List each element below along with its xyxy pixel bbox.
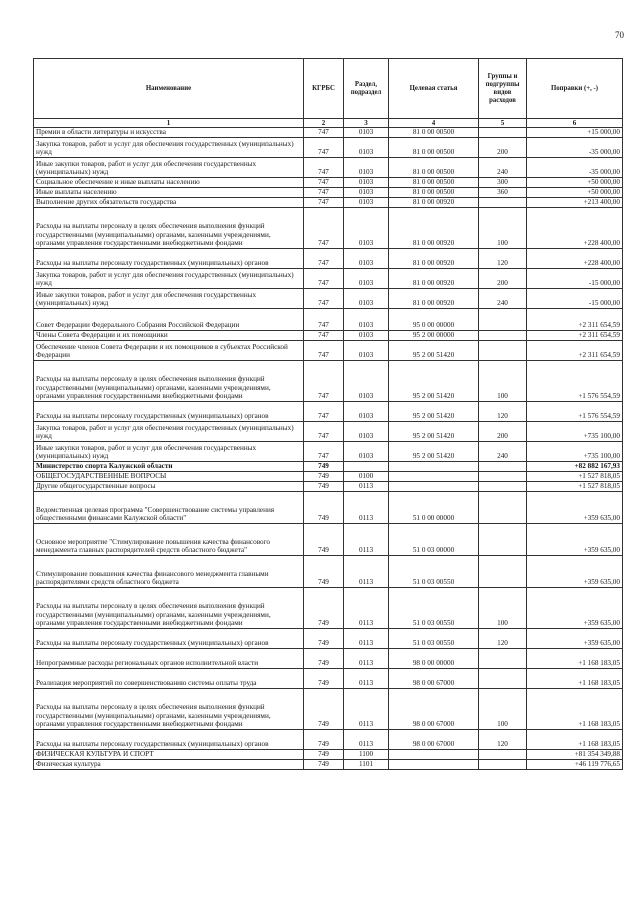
row-razdel: 0113 [344, 689, 389, 730]
row-kgrbs: 747 [304, 208, 344, 249]
row-amendment: +1 576 554,59 [527, 361, 623, 402]
table-row [34, 588, 623, 629]
header-expense-type: Группы и подгруппы видов расходов [479, 59, 527, 119]
row-razdel: 0103 [344, 198, 389, 208]
row-target-article: 95 2 00 00000 [389, 331, 479, 341]
row-kgrbs: 749 [304, 588, 344, 629]
row-razdel: 1101 [344, 760, 389, 770]
row-kgrbs: 747 [304, 361, 344, 402]
row-expense-type [479, 750, 527, 760]
row-target-article: 51 0 03 00550 [389, 588, 479, 629]
row-name: Расходы на выплаты персоналу в целях обеспечения выполнения функций государственными (муниципальными) органами, казенными учреждениями, органами управления государственными внебюджетными фондами [34, 361, 304, 402]
row-kgrbs: 747 [304, 178, 344, 188]
budget-amendments-table [33, 58, 623, 770]
row-expense-type [479, 760, 527, 770]
row-target-article: 81 0 00 00920 [389, 249, 479, 269]
row-kgrbs: 749 [304, 629, 344, 649]
row-amendment: +2 311 654,59 [527, 341, 623, 361]
row-expense-type: 100 [479, 361, 527, 402]
row-razdel: 0113 [344, 556, 389, 588]
row-name: Расходы на выплаты персоналу государственных (муниципальных) органов [34, 402, 304, 422]
table-row [34, 341, 623, 361]
row-amendment: +81 354 349,88 [527, 750, 623, 760]
row-target-article: 95 2 00 51420 [389, 442, 479, 462]
row-razdel: 0103 [344, 402, 389, 422]
row-name: Закупка товаров, работ и услуг для обеспечения государственных (муниципальных) нужд [34, 422, 304, 442]
row-expense-type [479, 128, 527, 138]
row-razdel: 0113 [344, 629, 389, 649]
row-amendment: +213 400,00 [527, 198, 623, 208]
row-expense-type [479, 556, 527, 588]
row-amendment: +82 882 167,93 [527, 462, 623, 472]
row-target-article: 81 0 00 00500 [389, 158, 479, 178]
table-body [34, 128, 623, 770]
row-target-article: 81 0 00 00500 [389, 138, 479, 158]
row-kgrbs: 749 [304, 750, 344, 760]
table-row [34, 649, 623, 669]
row-expense-type [479, 198, 527, 208]
row-target-article [389, 760, 479, 770]
row-kgrbs: 749 [304, 556, 344, 588]
row-amendment: +1 168 183,05 [527, 649, 623, 669]
table-row [34, 760, 623, 770]
row-amendment: +2 311 654,59 [527, 331, 623, 341]
row-razdel: 0103 [344, 158, 389, 178]
table-row [34, 689, 623, 730]
row-amendment: +359 635,00 [527, 492, 623, 524]
row-expense-type [479, 341, 527, 361]
row-razdel: 0113 [344, 730, 389, 750]
table-row [34, 331, 623, 341]
row-kgrbs: 747 [304, 442, 344, 462]
table-header-row [34, 59, 623, 119]
row-name: Основное мероприятие "Стимулирование повышения качества финансового менеджмента главных распорядителей средств областного бюджета" [34, 524, 304, 556]
row-razdel: 0103 [344, 422, 389, 442]
row-kgrbs: 747 [304, 289, 344, 309]
row-kgrbs: 747 [304, 128, 344, 138]
row-amendment: -15 000,00 [527, 289, 623, 309]
row-target-article: 98 0 00 67000 [389, 730, 479, 750]
table-row [34, 198, 623, 208]
row-razdel: 0103 [344, 128, 389, 138]
row-amendment: +359 635,00 [527, 629, 623, 649]
row-target-article: 81 0 00 00920 [389, 198, 479, 208]
row-kgrbs: 749 [304, 472, 344, 482]
row-razdel: 0103 [344, 361, 389, 402]
row-expense-type [479, 462, 527, 472]
row-target-article: 81 0 00 00500 [389, 188, 479, 198]
row-name: Ведомственная целевая программа "Совершенствование системы управления общественными финансами Калужской области" [34, 492, 304, 524]
row-kgrbs: 747 [304, 402, 344, 422]
row-target-article: 81 0 00 00920 [389, 289, 479, 309]
row-expense-type: 120 [479, 629, 527, 649]
row-kgrbs: 749 [304, 760, 344, 770]
row-kgrbs: 747 [304, 309, 344, 331]
row-kgrbs: 747 [304, 269, 344, 289]
row-kgrbs: 747 [304, 249, 344, 269]
col-number-3: 3 [344, 119, 389, 128]
row-amendment: +50 000,00 [527, 178, 623, 188]
table-row [34, 289, 623, 309]
table-row [34, 629, 623, 649]
row-amendment: +359 635,00 [527, 524, 623, 556]
row-name: Расходы на выплаты персоналу в целях обеспечения выполнения функций государственными (муниципальными) органами, казенными учреждениями, органами управления государственными внебюджетными фондами [34, 689, 304, 730]
row-amendment: +359 635,00 [527, 588, 623, 629]
table-row [34, 138, 623, 158]
row-kgrbs: 749 [304, 462, 344, 472]
table-row [34, 730, 623, 750]
row-target-article: 98 0 00 67000 [389, 689, 479, 730]
row-razdel: 0113 [344, 669, 389, 689]
row-razdel: 0103 [344, 341, 389, 361]
row-amendment: +15 000,00 [527, 128, 623, 138]
row-target-article [389, 750, 479, 760]
row-razdel: 0113 [344, 524, 389, 556]
header-amendments: Поправки (+, -) [527, 59, 623, 119]
row-razdel: 1100 [344, 750, 389, 760]
row-amendment: +2 311 654,59 [527, 309, 623, 331]
row-target-article: 98 0 00 00000 [389, 649, 479, 669]
row-razdel: 0103 [344, 178, 389, 188]
table-row [34, 462, 623, 472]
row-razdel: 0103 [344, 188, 389, 198]
row-kgrbs: 749 [304, 689, 344, 730]
col-number-1: 1 [34, 119, 304, 128]
row-amendment: +1 527 818,05 [527, 472, 623, 482]
row-kgrbs: 747 [304, 331, 344, 341]
row-razdel: 0103 [344, 269, 389, 289]
row-name: Социальное обеспечение и иные выплаты населению [34, 178, 304, 188]
row-expense-type: 100 [479, 689, 527, 730]
table-row [34, 402, 623, 422]
table-row [34, 178, 623, 188]
row-amendment: +1 168 183,05 [527, 669, 623, 689]
row-target-article: 81 0 00 00920 [389, 269, 479, 289]
table-row [34, 750, 623, 760]
row-target-article: 81 0 00 00500 [389, 178, 479, 188]
row-target-article [389, 482, 479, 492]
row-razdel: 0100 [344, 472, 389, 482]
row-amendment: -15 000,00 [527, 269, 623, 289]
row-expense-type [479, 492, 527, 524]
row-expense-type: 240 [479, 289, 527, 309]
col-number-5: 5 [479, 119, 527, 128]
row-name: Другие общегосударственные вопросы [34, 482, 304, 492]
row-amendment: +735 100,00 [527, 442, 623, 462]
row-amendment: +1 527 818,05 [527, 482, 623, 492]
row-name: Закупка товаров, работ и услуг для обеспечения государственных (муниципальных) нужд [34, 138, 304, 158]
row-amendment: +1 168 183,05 [527, 730, 623, 750]
row-amendment: +228 400,00 [527, 249, 623, 269]
row-target-article: 81 0 00 00500 [389, 128, 479, 138]
row-expense-type: 200 [479, 422, 527, 442]
row-expense-type: 200 [479, 269, 527, 289]
table-row [34, 309, 623, 331]
row-expense-type [479, 669, 527, 689]
page-number: 70 [615, 30, 624, 40]
row-kgrbs: 749 [304, 524, 344, 556]
table-row [34, 269, 623, 289]
row-amendment: +50 000,00 [527, 188, 623, 198]
row-expense-type [479, 309, 527, 331]
row-name: Выполнение других обязательств государства [34, 198, 304, 208]
row-name: Иные закупки товаров, работ и услуг для обеспечения государственных (муниципальных) нужд [34, 442, 304, 462]
col-number-2: 2 [304, 119, 344, 128]
row-expense-type [479, 482, 527, 492]
row-name: Расходы на выплаты персоналу в целях обеспечения выполнения функций государственными (муниципальными) органами, казенными учреждениями, органами управления государственными внебюджетными фондами [34, 208, 304, 249]
row-name: Расходы на выплаты персоналу государственных (муниципальных) органов [34, 629, 304, 649]
row-razdel: 0103 [344, 442, 389, 462]
row-name: Иные закупки товаров, работ и услуг для обеспечения государственных (муниципальных) нужд [34, 158, 304, 178]
row-razdel: 0103 [344, 249, 389, 269]
row-razdel: 0103 [344, 208, 389, 249]
row-name: Премии в области литературы и искусства [34, 128, 304, 138]
header-razdel: Раздел, подраздел [344, 59, 389, 119]
row-kgrbs: 747 [304, 422, 344, 442]
row-name: Члены Совета Федерации и их помощники [34, 331, 304, 341]
row-kgrbs: 749 [304, 649, 344, 669]
row-name: Закупка товаров, работ и услуг для обеспечения государственных (муниципальных) нужд [34, 269, 304, 289]
header-name: Наименование [34, 59, 304, 119]
row-name: Реализация мероприятий по совершенствованию системы оплаты труда [34, 669, 304, 689]
row-expense-type: 300 [479, 178, 527, 188]
table-row [34, 669, 623, 689]
row-name: Физическая культура [34, 760, 304, 770]
row-amendment: +46 119 776,65 [527, 760, 623, 770]
table-row [34, 472, 623, 482]
row-razdel: 0113 [344, 492, 389, 524]
table-row [34, 524, 623, 556]
row-razdel [344, 462, 389, 472]
row-expense-type: 120 [479, 402, 527, 422]
row-razdel: 0103 [344, 289, 389, 309]
row-kgrbs: 747 [304, 341, 344, 361]
row-target-article [389, 462, 479, 472]
row-amendment: +1 576 554,59 [527, 402, 623, 422]
row-kgrbs: 747 [304, 158, 344, 178]
row-expense-type [479, 331, 527, 341]
col-number-6: 6 [527, 119, 623, 128]
table-row [34, 492, 623, 524]
row-expense-type [479, 649, 527, 669]
row-kgrbs: 749 [304, 482, 344, 492]
row-name: Расходы на выплаты персоналу государственных (муниципальных) органов [34, 730, 304, 750]
table-row [34, 249, 623, 269]
table-row [34, 482, 623, 492]
row-razdel: 0113 [344, 482, 389, 492]
row-target-article: 81 0 00 00920 [389, 208, 479, 249]
row-kgrbs: 749 [304, 730, 344, 750]
row-kgrbs: 749 [304, 492, 344, 524]
row-amendment: +359 635,00 [527, 556, 623, 588]
row-target-article: 51 0 03 00000 [389, 524, 479, 556]
row-name: Непрограммные расходы региональных органов исполнительной власти [34, 649, 304, 669]
row-target-article: 95 2 00 51420 [389, 422, 479, 442]
row-name: ФИЗИЧЕСКАЯ КУЛЬТУРА И СПОРТ [34, 750, 304, 760]
header-kgrbs: КГРБС [304, 59, 344, 119]
row-target-article: 51 0 00 00000 [389, 492, 479, 524]
table-row [34, 128, 623, 138]
table-row [34, 208, 623, 249]
row-razdel: 0103 [344, 138, 389, 158]
row-expense-type: 120 [479, 249, 527, 269]
row-amendment: +1 168 183,05 [527, 689, 623, 730]
row-target-article: 51 0 03 00550 [389, 556, 479, 588]
row-expense-type: 200 [479, 138, 527, 158]
row-name: Стимулирование повышения качества финансового менеджмента главными распорядителями средств областного бюджета [34, 556, 304, 588]
table-row [34, 361, 623, 402]
row-target-article: 95 2 00 51420 [389, 341, 479, 361]
table-row [34, 556, 623, 588]
row-razdel: 0113 [344, 649, 389, 669]
column-number-row [34, 119, 623, 128]
row-name: Расходы на выплаты персоналу государственных (муниципальных) органов [34, 249, 304, 269]
table-row [34, 422, 623, 442]
row-amendment: -35 000,00 [527, 158, 623, 178]
row-kgrbs: 747 [304, 138, 344, 158]
row-amendment: -35 000,00 [527, 138, 623, 158]
row-name: Совет Федерации Федерального Собрания Российской Федерации [34, 309, 304, 331]
table-row [34, 158, 623, 178]
row-kgrbs: 749 [304, 669, 344, 689]
row-name: Расходы на выплаты персоналу в целях обеспечения выполнения функций государственными (муниципальными) органами, казенными учреждениями, органами управления государственными внебюджетными фондами [34, 588, 304, 629]
row-amendment: +228 400,00 [527, 208, 623, 249]
row-expense-type [479, 524, 527, 556]
row-razdel: 0113 [344, 588, 389, 629]
row-kgrbs: 747 [304, 188, 344, 198]
row-expense-type [479, 472, 527, 482]
row-expense-type: 120 [479, 730, 527, 750]
row-razdel: 0103 [344, 309, 389, 331]
row-target-article [389, 472, 479, 482]
row-target-article: 95 2 00 51420 [389, 402, 479, 422]
row-expense-type: 240 [479, 442, 527, 462]
row-name: Обеспечение членов Совета Федерации и их помощников в субъектах Российской Федерации [34, 341, 304, 361]
row-name: ОБЩЕГОСУДАРСТВЕННЫЕ ВОПРОСЫ [34, 472, 304, 482]
table-row [34, 442, 623, 462]
header-target-article: Целевая статья [389, 59, 479, 119]
row-name: Иные закупки товаров, работ и услуг для обеспечения государственных (муниципальных) нужд [34, 289, 304, 309]
row-name: Министерство спорта Калужской области [34, 462, 304, 472]
row-expense-type: 240 [479, 158, 527, 178]
table-row [34, 188, 623, 198]
row-razdel: 0103 [344, 331, 389, 341]
row-expense-type: 100 [479, 588, 527, 629]
row-target-article: 98 0 00 67000 [389, 669, 479, 689]
row-amendment: +735 100,00 [527, 422, 623, 442]
col-number-4: 4 [389, 119, 479, 128]
row-name: Иные выплаты населению [34, 188, 304, 198]
row-target-article: 51 0 03 00550 [389, 629, 479, 649]
row-kgrbs: 747 [304, 198, 344, 208]
row-target-article: 95 0 00 00000 [389, 309, 479, 331]
row-expense-type: 360 [479, 188, 527, 198]
row-expense-type: 100 [479, 208, 527, 249]
row-target-article: 95 2 00 51420 [389, 361, 479, 402]
